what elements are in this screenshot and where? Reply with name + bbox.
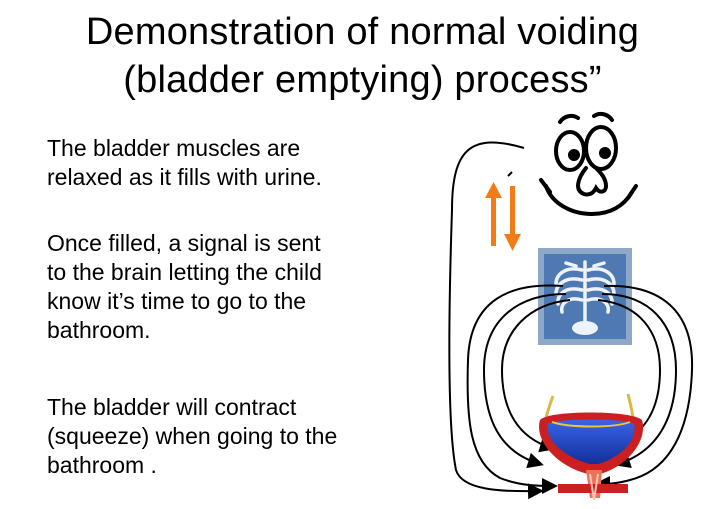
text-line: The bladder will contract xyxy=(47,394,297,420)
title-line: Demonstration of normal voiding xyxy=(85,11,640,53)
cartoon-face-icon xyxy=(541,114,636,214)
text-line: (squeeze) when going to the xyxy=(47,423,338,449)
text-line: Once filled, a signal is sent xyxy=(47,230,321,256)
text-line: know it’s time to go to the xyxy=(47,288,307,314)
text-line: The bladder muscles are xyxy=(47,135,301,161)
up-down-arrows-icon xyxy=(485,182,521,251)
text-line: relaxed as it fills with urine. xyxy=(47,164,322,190)
text-line: to the brain letting the child xyxy=(47,259,322,285)
text-line: bathroom. xyxy=(47,317,151,343)
title-line: (bladder emptying) process” xyxy=(123,59,602,101)
text-line: bathroom . xyxy=(47,452,157,478)
chest-xray-image xyxy=(538,248,632,345)
bladder-anatomy-image xyxy=(539,394,643,500)
